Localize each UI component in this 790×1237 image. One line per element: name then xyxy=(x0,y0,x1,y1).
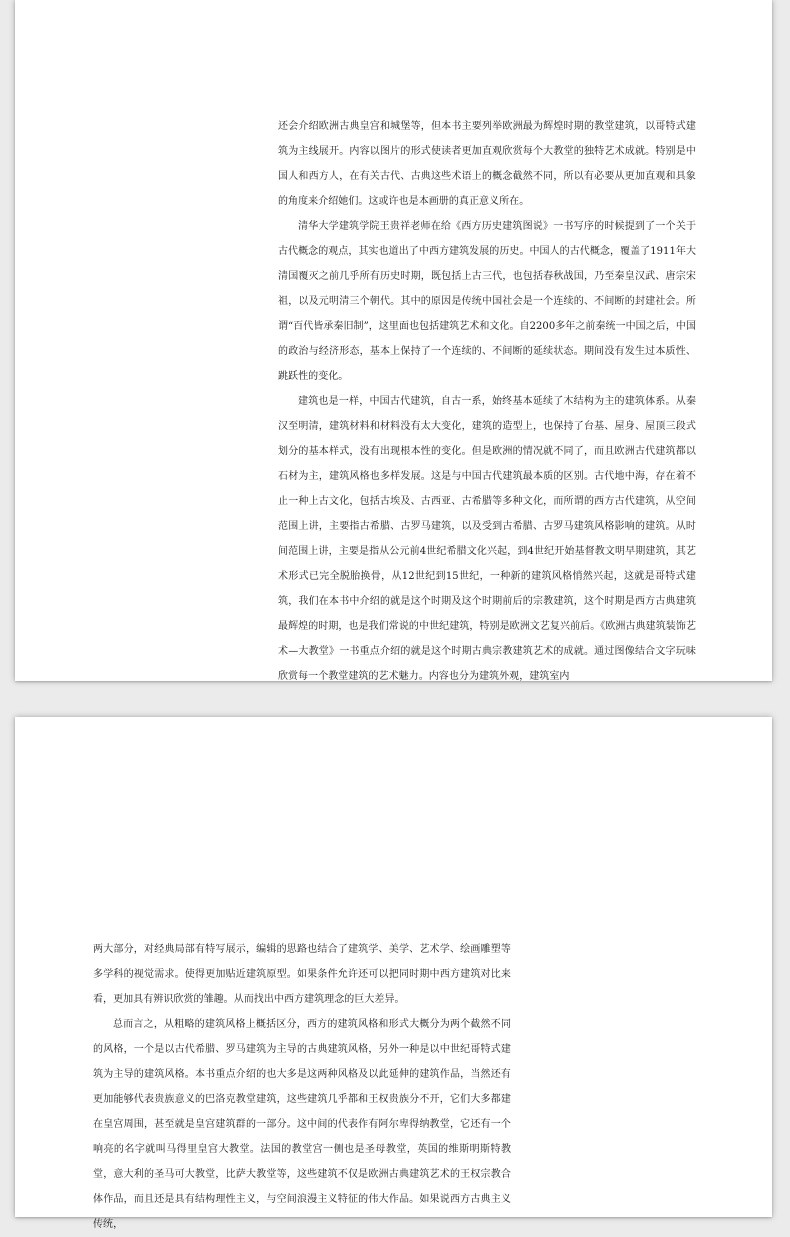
paragraph: 建筑也是一样，中国古代建筑，自古一系，始终基本延续了木结构为主的建筑体系。从秦汉至明清，建筑材料和材料没有太大变化，建筑的造型上，也保持了台基、屋身、屋顶三段式划分的基本样式，没有出现根本性的变化。但是欧洲的情况就不同了，而且欧洲古代建筑都以石材为主，建筑风格也多样发展。这是与中国古代建筑最本质的区别。古代地中海，存在着不止一种上古文化，包括古埃及、古西亚、古希腊等多种文化，而所谓的西方古代建筑，从空间范围上讲，主要指古希腊、古罗马建筑，以及受到古希腊、古罗马建筑风格影响的建筑。从时间范围上讲，主要是指从公元前4世纪希腊文化兴起，到4世纪开始基督教文明早期建筑，其艺术形式已完全脱胎换骨，从12世纪到15世纪，一种新的建筑风格悄然兴起，这就是哥特式建筑，我们在本书中介绍的就是这个时期及这个时期前后的宗教建筑，这个时期是西方古典建筑最辉煌的时期，也是我们常说的中世纪建筑，特别是欧洲文艺复兴前后。《欧洲古典建筑装饰艺术—大教堂》一书重点介绍的就是这个时期古典宗教建筑艺术的成就。通过图像结合文字玩味欣赏每一个教堂建筑的艺术魅力。内容也分为建筑外观，建筑室内 xyxy=(278,396,696,682)
page-1-text-block xyxy=(278,114,696,689)
paragraph: 总而言之，从粗略的建筑风格上概括区分，西方的建筑风格和形式大概分为两个截然不同的风格，一个是以古代希腊、罗马建筑为主导的古典建筑风格，另外一种是以中世纪哥特式建筑为主导的建筑风格。本书重点介绍的也大多是这两种风格及以此延伸的建筑作品，当然还有更加能够代表贵族意义的巴洛克教堂建筑，这些建筑几乎都和王权贵族分不开，它们大多都建在皇宫周围，甚至就是皇宫建筑群的一部分。这中间的代表作有阿尔卑得纳教堂，它还有一个响亮的名字就叫马得里皇宫大教堂。法国的教堂宫一侧也是圣母教堂，英国的维斯明斯特教堂，意大利的圣马可大教堂，比萨大教堂等，这些建筑不仅是欧洲古典建筑艺术的王权宗教合体作品，而且还是具有结构理性主义，与空间浪漫主义特征的伟大作品。如果说西方古典主义传统， xyxy=(93,1019,511,1230)
document-page-1 xyxy=(15,0,772,681)
paragraph: 两大部分，对经典局部有特写展示，编辑的思路也结合了建筑学、美学、艺术学、绘画雕塑等多学科的视觉需求。使得更加贴近建筑原型。如果条件允许还可以把同时期中西方建筑对比来看，更加具有辨识欣赏的雏趣。从而找出中西方建筑理念的巨大差异。 xyxy=(93,944,511,1005)
paragraph: 清华大学建筑学院王贵祥老师在给《西方历史建筑图说》一书写序的时候提到了一个关于古代概念的观点，其实也道出了中西方建筑发展的历史。中国人的古代概念，覆盖了1911年大清国覆灭之前几乎所有历史时期，既包括上古三代，也包括春秋战国，乃至秦皇汉武、唐宗宋祖，以及元明清三个朝代。其中的原因是传统中国社会是一个连续的、不间断的封建社会。所谓“百代皆承秦旧制”，这里面也包括建筑艺术和文化。自2200多年之前秦统一中国之后，中国的政治与经济形态，基本上保持了一个连续的、不间断的延续状态。期间没有发生过本质性、跳跃性的变化。 xyxy=(278,221,696,382)
page-2-text-block xyxy=(93,937,511,1237)
document-page-2 xyxy=(15,717,772,1230)
paragraph: 还会介绍欧洲古典皇宫和城堡等，但本书主要列举欧洲最为辉煌时期的教堂建筑，以哥特式建筑为主线展开。内容以图片的形式使读者更加直观欣赏每个大教堂的独特艺术成就。特别是中国人和西方人，在有关古代、古典这些术语上的概念截然不同，所以有必要从更加直观和具象的角度来介绍她们。这或许也是本画册的真正意义所在。 xyxy=(278,121,696,207)
